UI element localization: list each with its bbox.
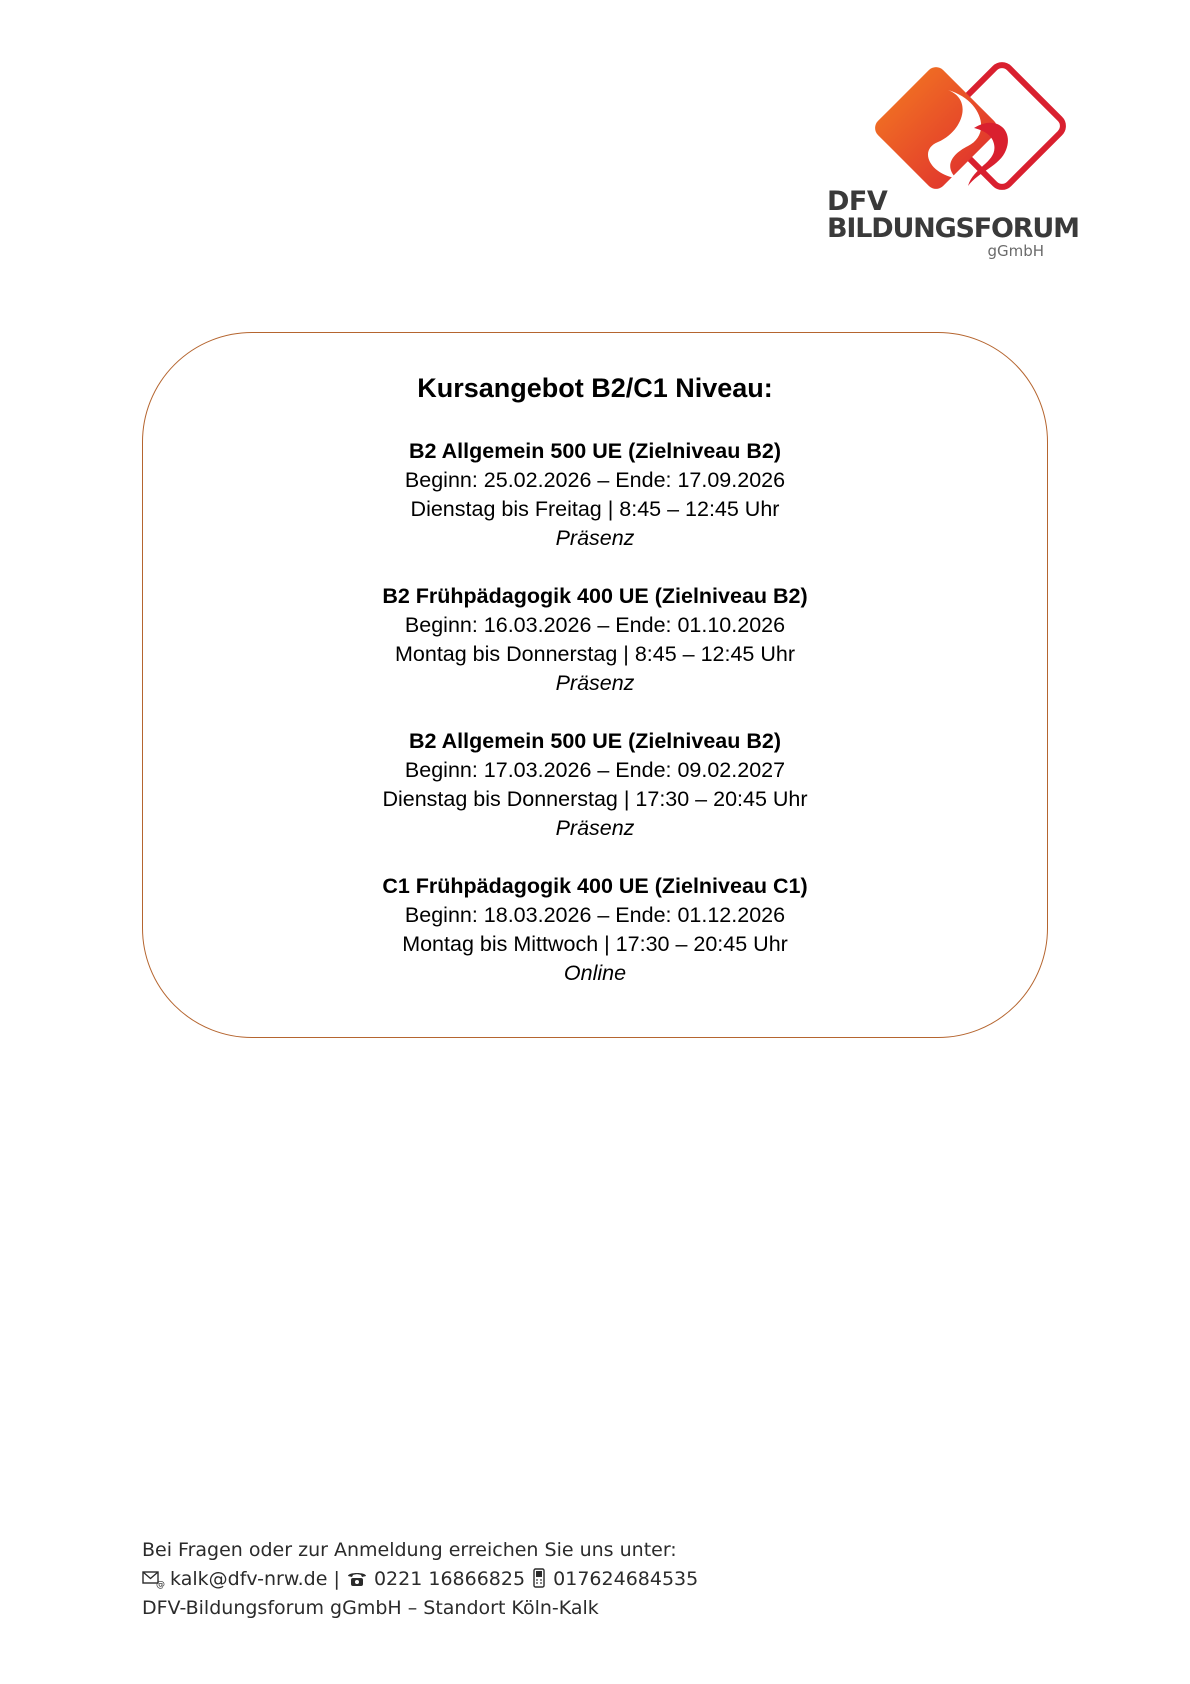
course-item	[143, 582, 1047, 698]
email-link[interactable]: kalk@dfv-nrw.de	[170, 1568, 328, 1590]
mobile-icon	[531, 1568, 547, 1588]
footer-contact-row	[142, 1565, 698, 1594]
logo-wordmark	[827, 188, 1079, 242]
course-item	[143, 437, 1047, 553]
logo-line-bildungsforum: BILDUNGSFORUM	[827, 213, 1079, 244]
logo-subline: gGmbH	[987, 242, 1044, 260]
course-schedule: Dienstag bis Donnerstag | 17:30 – 20:45 Uhr	[382, 787, 808, 811]
footer-separator: |	[333, 1568, 340, 1590]
course-dates: Beginn: 17.03.2026 – Ende: 09.02.2027	[404, 758, 786, 782]
course-title: B2 Allgemein 500 UE (Zielniveau B2)	[409, 729, 781, 753]
course-mode: Präsenz	[555, 671, 635, 695]
course-item	[143, 727, 1047, 843]
course-schedule: Dienstag bis Freitag | 8:45 – 12:45 Uhr	[410, 497, 780, 521]
course-schedule: Montag bis Donnerstag | 8:45 – 12:45 Uhr	[395, 642, 795, 666]
logo-line-dfv: DFV	[827, 186, 888, 217]
course-schedule: Montag bis Mittwoch | 17:30 – 20:45 Uhr	[402, 932, 788, 956]
contact-footer	[142, 1536, 698, 1623]
course-dates: Beginn: 18.03.2026 – Ende: 01.12.2026	[404, 903, 786, 927]
phone-icon	[346, 1570, 368, 1588]
mobile-number[interactable]: 017624684535	[553, 1568, 699, 1590]
email-icon	[142, 1570, 164, 1588]
box-title: Kursangebot B2/C1 Niveau:	[417, 373, 773, 403]
course-item	[143, 872, 1047, 988]
phone-number[interactable]: 0221 16866825	[373, 1568, 526, 1590]
footer-organisation: DFV-Bildungsforum gGmbH – Standort Köln-Kalk	[142, 1597, 599, 1619]
course-title: C1 Frühpädagogik 400 UE (Zielniveau C1)	[382, 874, 808, 898]
course-dates: Beginn: 25.02.2026 – Ende: 17.09.2026	[404, 468, 786, 492]
course-offer-box	[142, 332, 1048, 1038]
course-title: B2 Frühpädagogik 400 UE (Zielniveau B2)	[382, 584, 808, 608]
svg-text:@: @	[156, 1580, 165, 1590]
company-logo	[820, 70, 1079, 260]
course-mode: Online	[563, 961, 627, 985]
course-title: B2 Allgemein 500 UE (Zielniveau B2)	[409, 439, 781, 463]
course-dates: Beginn: 16.03.2026 – Ende: 01.10.2026	[404, 613, 786, 637]
footer-intro: Bei Fragen oder zur Anmeldung erreichen Sie uns unter:	[142, 1539, 677, 1561]
course-mode: Präsenz	[555, 816, 635, 840]
course-mode: Präsenz	[555, 526, 635, 550]
